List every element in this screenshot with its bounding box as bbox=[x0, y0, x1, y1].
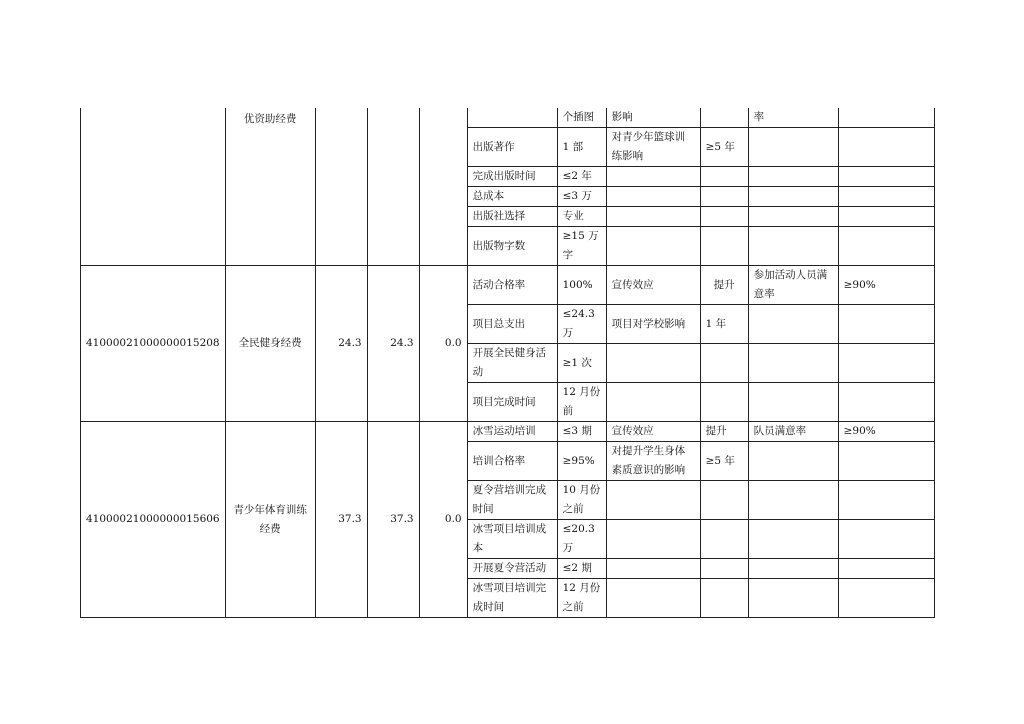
indicator-value-cell: 10 月份之前 bbox=[557, 481, 606, 520]
effect-value-cell: 提升 bbox=[700, 422, 748, 442]
satisfaction-value-cell bbox=[838, 383, 934, 422]
effect-value-cell bbox=[700, 187, 748, 207]
effect-indicator-cell bbox=[606, 383, 700, 422]
satisfaction-indicator-cell bbox=[748, 442, 838, 481]
satisfaction-value-cell bbox=[838, 344, 934, 383]
effect-value-cell bbox=[700, 227, 748, 266]
indicator-cell: 冰雪项目培训完成时间 bbox=[467, 579, 557, 618]
satisfaction-indicator-cell bbox=[748, 207, 838, 227]
project-name-cell: 青少年体育训练经费 bbox=[225, 422, 315, 618]
effect-indicator-cell bbox=[606, 207, 700, 227]
indicator-cell: 活动合格率 bbox=[467, 266, 557, 305]
effect-indicator-cell: 对青少年篮球训练影响 bbox=[606, 128, 700, 167]
satisfaction-indicator-cell: 队员满意率 bbox=[748, 422, 838, 442]
budget-other-cell bbox=[419, 108, 467, 266]
effect-value-cell: 1 年 bbox=[700, 305, 748, 344]
effect-value-cell: 提升 bbox=[700, 266, 748, 305]
satisfaction-indicator-cell bbox=[748, 579, 838, 618]
indicator-value-cell: 12 月份之前 bbox=[557, 579, 606, 618]
budget-other-cell: 0.0 bbox=[419, 422, 467, 618]
satisfaction-indicator-cell bbox=[748, 167, 838, 187]
budget-fiscal-cell: 37.3 bbox=[367, 422, 419, 618]
satisfaction-indicator-cell bbox=[748, 227, 838, 266]
indicator-value-cell: ≤3 万 bbox=[557, 187, 606, 207]
project-code-cell bbox=[81, 108, 226, 266]
table-row bbox=[81, 422, 935, 442]
effect-value-cell: ≥5 年 bbox=[700, 128, 748, 167]
indicator-value-cell: ≤3 期 bbox=[557, 422, 606, 442]
indicator-cell: 出版著作 bbox=[467, 128, 557, 167]
effect-indicator-cell: 项目对学校影响 bbox=[606, 305, 700, 344]
indicator-cell: 冰雪运动培训 bbox=[467, 422, 557, 442]
indicator-cell: 夏令营培训完成时间 bbox=[467, 481, 557, 520]
satisfaction-indicator-cell bbox=[748, 383, 838, 422]
effect-indicator-cell bbox=[606, 481, 700, 520]
effect-value-cell bbox=[700, 579, 748, 618]
satisfaction-indicator-cell bbox=[748, 481, 838, 520]
effect-value-cell bbox=[700, 108, 748, 128]
effect-indicator-cell: 影响 bbox=[606, 108, 700, 128]
satisfaction-value-cell bbox=[838, 579, 934, 618]
satisfaction-value-cell bbox=[838, 520, 934, 559]
satisfaction-indicator-cell bbox=[748, 128, 838, 167]
indicator-cell bbox=[467, 108, 557, 128]
budget-total-cell bbox=[315, 108, 367, 266]
indicator-value-cell: 专业 bbox=[557, 207, 606, 227]
satisfaction-value-cell bbox=[838, 442, 934, 481]
indicator-cell: 总成本 bbox=[467, 187, 557, 207]
indicator-value-cell: ≥15 万字 bbox=[557, 227, 606, 266]
satisfaction-value-cell bbox=[838, 108, 934, 128]
performance-target-table bbox=[80, 108, 935, 618]
effect-value-cell bbox=[700, 344, 748, 383]
table-row bbox=[81, 266, 935, 305]
satisfaction-indicator-cell: 参加活动人员满意率 bbox=[748, 266, 838, 305]
indicator-value-cell: 12 月份前 bbox=[557, 383, 606, 422]
indicator-value-cell: ≤24.3 万 bbox=[557, 305, 606, 344]
satisfaction-value-cell bbox=[838, 227, 934, 266]
satisfaction-value-cell bbox=[838, 207, 934, 227]
effect-value-cell bbox=[700, 167, 748, 187]
indicator-cell: 出版社选择 bbox=[467, 207, 557, 227]
satisfaction-indicator-cell bbox=[748, 559, 838, 579]
satisfaction-value-cell bbox=[838, 167, 934, 187]
indicator-cell: 开展全民健身活动 bbox=[467, 344, 557, 383]
effect-value-cell bbox=[700, 207, 748, 227]
indicator-value-cell: ≤2 期 bbox=[557, 559, 606, 579]
satisfaction-value-cell: ≥90% bbox=[838, 422, 934, 442]
satisfaction-indicator-cell bbox=[748, 187, 838, 207]
project-name-cell: 优资助经费 bbox=[225, 108, 315, 266]
indicator-cell: 项目完成时间 bbox=[467, 383, 557, 422]
indicator-value-cell: 个插图 bbox=[557, 108, 606, 128]
satisfaction-value-cell bbox=[838, 305, 934, 344]
effect-value-cell bbox=[700, 481, 748, 520]
indicator-value-cell: ≤20.3 万 bbox=[557, 520, 606, 559]
satisfaction-value-cell bbox=[838, 481, 934, 520]
budget-other-cell: 0.0 bbox=[419, 266, 467, 422]
satisfaction-indicator-cell: 率 bbox=[748, 108, 838, 128]
effect-indicator-cell bbox=[606, 344, 700, 383]
satisfaction-indicator-cell bbox=[748, 305, 838, 344]
effect-value-cell: ≥5 年 bbox=[700, 442, 748, 481]
satisfaction-value-cell bbox=[838, 559, 934, 579]
effect-indicator-cell: 宣传效应 bbox=[606, 266, 700, 305]
effect-indicator-cell bbox=[606, 227, 700, 266]
indicator-cell: 项目总支出 bbox=[467, 305, 557, 344]
indicator-cell: 开展夏令营活动 bbox=[467, 559, 557, 579]
indicator-cell: 出版物字数 bbox=[467, 227, 557, 266]
project-code-cell: 41000021000000015606 bbox=[81, 422, 226, 618]
effect-indicator-cell: 对提升学生身体素质意识的影响 bbox=[606, 442, 700, 481]
indicator-cell: 完成出版时间 bbox=[467, 167, 557, 187]
effect-indicator-cell: 宣传效应 bbox=[606, 422, 700, 442]
indicator-value-cell: ≥1 次 bbox=[557, 344, 606, 383]
satisfaction-indicator-cell bbox=[748, 344, 838, 383]
effect-value-cell bbox=[700, 559, 748, 579]
effect-value-cell bbox=[700, 520, 748, 559]
effect-indicator-cell bbox=[606, 167, 700, 187]
indicator-value-cell: 1 部 bbox=[557, 128, 606, 167]
table-row bbox=[81, 108, 935, 128]
budget-total-cell: 24.3 bbox=[315, 266, 367, 422]
satisfaction-value-cell bbox=[838, 128, 934, 167]
indicator-cell: 冰雪项目培训成本 bbox=[467, 520, 557, 559]
indicator-cell: 培训合格率 bbox=[467, 442, 557, 481]
budget-fiscal-cell: 24.3 bbox=[367, 266, 419, 422]
effect-indicator-cell bbox=[606, 579, 700, 618]
project-code-cell: 41000021000000015208 bbox=[81, 266, 226, 422]
budget-fiscal-cell bbox=[367, 108, 419, 266]
budget-total-cell: 37.3 bbox=[315, 422, 367, 618]
effect-indicator-cell bbox=[606, 559, 700, 579]
indicator-value-cell: ≥95% bbox=[557, 442, 606, 481]
effect-indicator-cell bbox=[606, 520, 700, 559]
project-name-cell: 全民健身经费 bbox=[225, 266, 315, 422]
satisfaction-value-cell bbox=[838, 187, 934, 207]
satisfaction-indicator-cell bbox=[748, 520, 838, 559]
effect-value-cell bbox=[700, 383, 748, 422]
satisfaction-value-cell: ≥90% bbox=[838, 266, 934, 305]
indicator-value-cell: 100% bbox=[557, 266, 606, 305]
indicator-value-cell: ≤2 年 bbox=[557, 167, 606, 187]
effect-indicator-cell bbox=[606, 187, 700, 207]
